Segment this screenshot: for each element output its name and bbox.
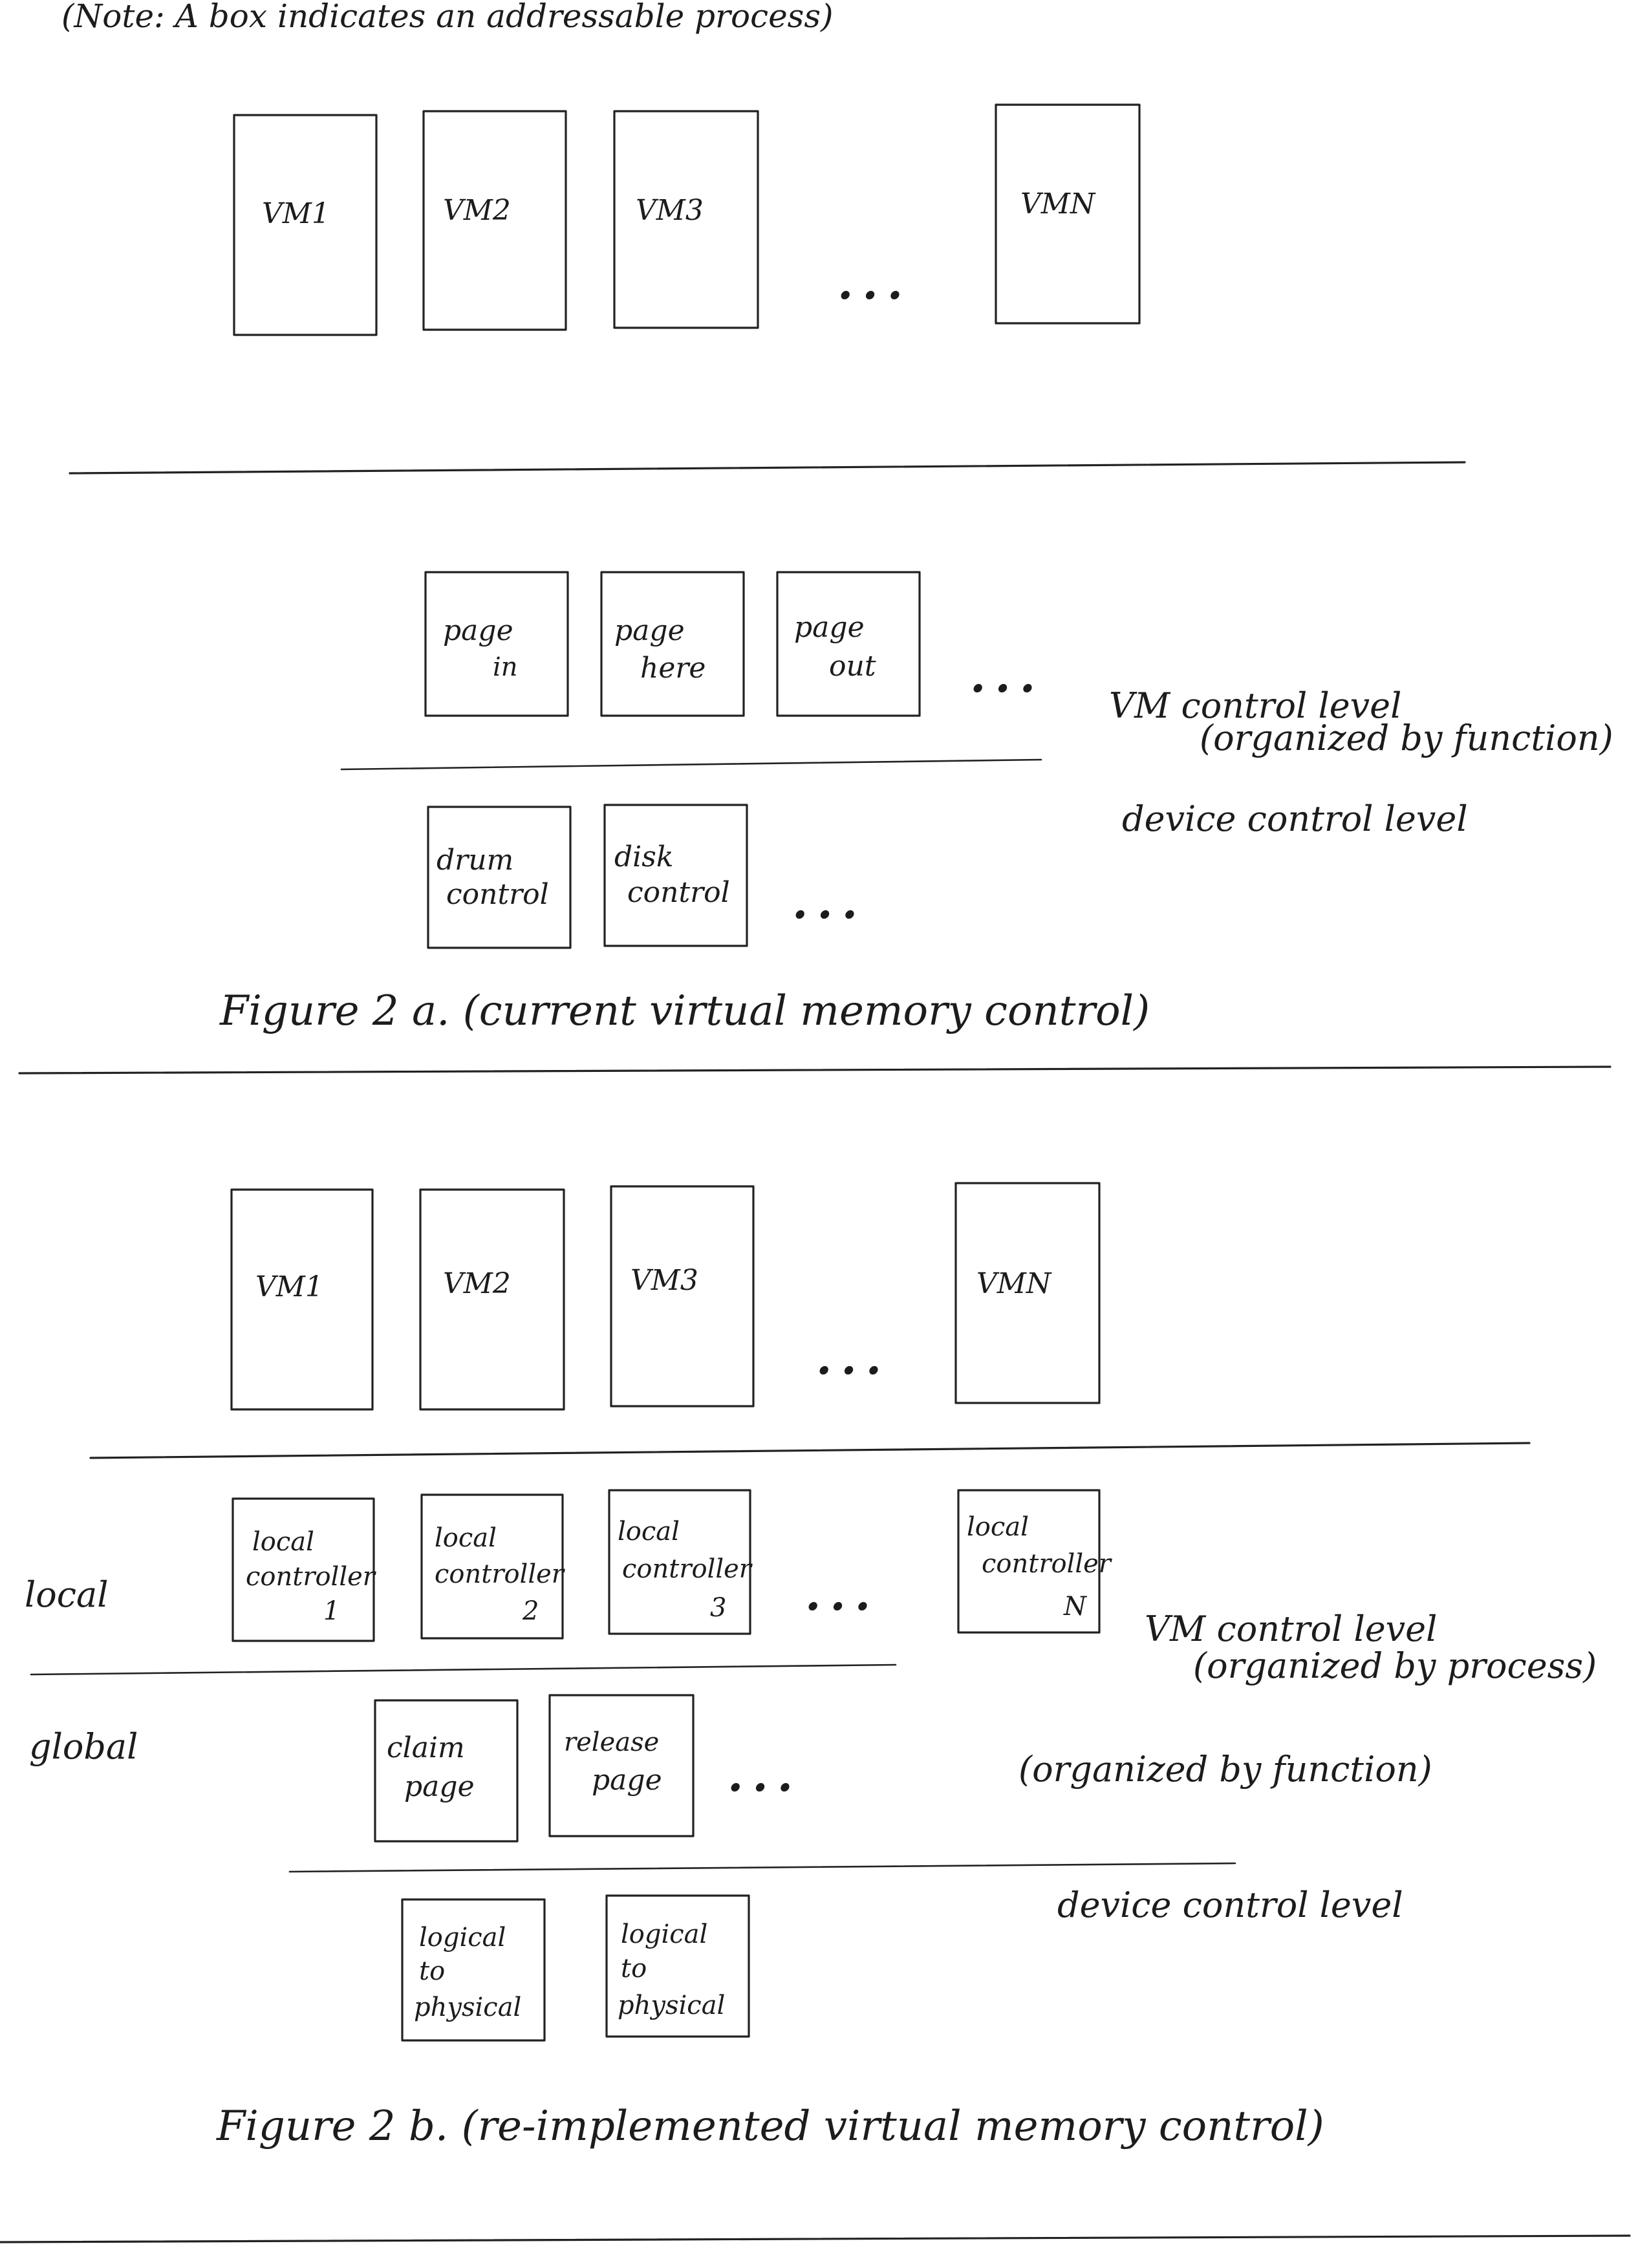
- box-line: to: [419, 1956, 446, 1986]
- box-line: controller: [435, 1559, 564, 1589]
- vm-box-label: VM2: [443, 1267, 511, 1300]
- box-line: logical: [419, 1923, 506, 1952]
- figure-2b: [25, 1183, 1597, 2150]
- local-controller-2: [422, 1495, 566, 1638]
- vm-box-1: [232, 1190, 372, 1409]
- ellipsis: ...: [792, 875, 867, 929]
- section-separator: [19, 1067, 1610, 1073]
- box-line: 1: [323, 1596, 340, 1626]
- vm-box-1: [234, 115, 376, 335]
- vm-box-label: VM1: [255, 1270, 323, 1303]
- vm-box-3: [614, 111, 758, 328]
- vm-box-n: [956, 1183, 1099, 1403]
- box-line: here: [640, 652, 706, 685]
- divider-line: [341, 760, 1041, 769]
- header-note: (Note: A box indicates an addressable process): [61, 0, 834, 35]
- divider-line: [290, 1863, 1235, 1872]
- box-line: physical: [618, 1991, 726, 2020]
- box-line: release: [564, 1728, 660, 1757]
- side-label-global: global: [29, 1726, 138, 1767]
- vm-box-3: [611, 1186, 753, 1406]
- vm-box-label: VMN: [976, 1267, 1051, 1300]
- box-line: control: [627, 876, 730, 909]
- box-line: logical: [621, 1920, 708, 1949]
- ellipsis: ...: [816, 1331, 891, 1385]
- box-line: page: [404, 1770, 475, 1803]
- logical-to-physical-box-2: [607, 1896, 749, 2037]
- vm-box-n: [996, 105, 1139, 323]
- box-line: controller: [982, 1549, 1111, 1579]
- vm-control-level-sublabel: (organized by function): [1200, 718, 1613, 758]
- box-line: controller: [622, 1554, 751, 1584]
- vm-control-level-label: VM control level: [1145, 1609, 1438, 1649]
- page-here-box: [601, 572, 744, 716]
- divider-line: [31, 1665, 896, 1674]
- ellipsis: ...: [970, 649, 1045, 703]
- ellipsis: ...: [727, 1748, 803, 1802]
- box-line: page: [592, 1764, 662, 1797]
- local-controller-1: [233, 1499, 377, 1641]
- page-bottom-edge: [0, 2236, 1630, 2242]
- vm-control-level-label: VM control level: [1109, 685, 1402, 726]
- box-line: 2: [523, 1596, 539, 1626]
- box-line: claim: [387, 1731, 465, 1764]
- box-line: drum: [436, 844, 514, 877]
- box-line: page: [794, 611, 865, 644]
- vm-box-label: VMN: [1020, 187, 1095, 220]
- page-in-box: [426, 572, 568, 716]
- organized-by-function-label: (organized by function): [1018, 1749, 1432, 1790]
- vm-box-label: VM2: [443, 194, 511, 227]
- drum-control-box: [428, 807, 570, 948]
- ellipsis: ...: [805, 1567, 880, 1621]
- local-controller-n: [958, 1490, 1113, 1632]
- box-line: page: [443, 614, 513, 647]
- side-label-local: local: [25, 1574, 109, 1615]
- vm-box-label: VM3: [630, 1264, 698, 1297]
- vm-box-label: VM3: [636, 194, 704, 227]
- figure-caption: Figure 2 b. (re-implemented virtual memory control): [217, 2102, 1324, 2150]
- box-line: page: [614, 614, 685, 647]
- box-line: N: [1064, 1592, 1086, 1621]
- box-line: local: [967, 1512, 1029, 1542]
- box-line: physical: [414, 1993, 522, 2022]
- device-control-level-label: device control level: [1057, 1885, 1403, 1925]
- box-line: control: [446, 878, 549, 911]
- box-line: local: [252, 1527, 314, 1557]
- figure-caption: Figure 2 a. (current virtual memory control): [220, 987, 1150, 1035]
- box-line: local: [435, 1523, 497, 1553]
- box-line: controller: [246, 1562, 375, 1592]
- release-page-box: [550, 1695, 693, 1836]
- divider-line: [70, 462, 1465, 473]
- vm-box-2: [420, 1190, 564, 1409]
- vm-box-label: VM1: [262, 197, 330, 230]
- vm-control-level-sublabel: (organized by process): [1193, 1645, 1597, 1686]
- ellipsis: ...: [837, 256, 912, 310]
- device-control-level-label: device control level: [1122, 798, 1468, 839]
- box-line: 3: [710, 1593, 727, 1623]
- page-out-box: [777, 572, 920, 716]
- box-line: disk: [614, 840, 674, 873]
- vm-box-2: [424, 111, 566, 330]
- box-line: to: [621, 1954, 647, 1984]
- local-controller-3: [609, 1490, 753, 1634]
- box-line: local: [618, 1517, 680, 1546]
- logical-to-physical-box-1: [402, 1899, 544, 2040]
- figure-2a: [70, 105, 1613, 1035]
- disk-control-box: [605, 805, 747, 946]
- box-line: out: [829, 650, 876, 683]
- claim-page-box: [375, 1700, 517, 1841]
- box-line: in: [493, 652, 518, 682]
- divider-line: [91, 1443, 1529, 1458]
